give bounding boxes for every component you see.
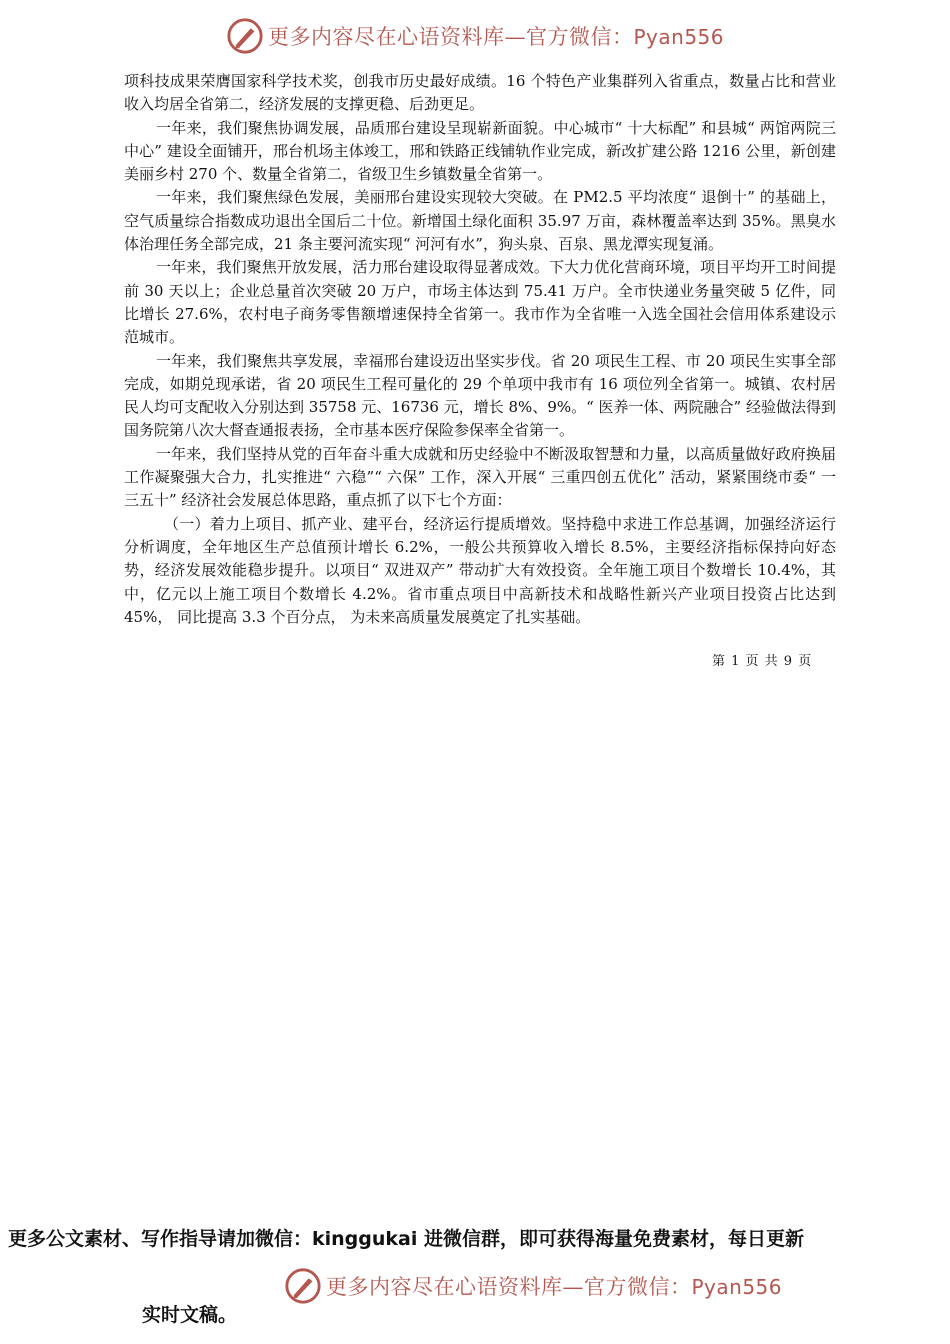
paragraph-7: （一）着力上项目、抓产业、建平台，经济运行提质增效。坚持稳中求进工作总基调，加强经济运行分析调度，全年地区生产总值预计增长 6.2%，一般公共预算收入增长 8.5%，主要经济指标保持向好态势，经济发展效能稳步提升。以项目“ 双进双产” 带动扩大有效投资。全年施工项目个数增长 10.4%，其中，亿元以上施工项目个数增长 4.2%。省市重点项目中高新技术和战略性新兴产业项目投资占比达到 45%， 同比提高 3.3 个百分点， 为未来高质量发展奠定了扎实基础。 — [124, 514, 836, 626]
paragraph-5: 一年来，我们聚焦共享发展，幸福邢台建设迈出坚实步伐。省 20 项民生工程、市 20 项民生实事全部完成，如期兑现承诺，省 20 项民生工程可量化的 29 个单项中我市有 16 项位列全省第一。城镇、农村居民人均可支配收入分别达到 35758 元、16736 元，增长 8%、9%。“ 医养一体、两院融合” 经验做法得到国务院第八次大督查通报表扬，全市基本医疗保险参保率全省第一。 — [124, 351, 836, 440]
footer-promo-line-2: 实时文稿。 — [142, 1304, 238, 1326]
footer-promo-line-1: 更多公文素材、写作指导请加微信：kinggukai 进微信群，即可获得海量免费素材，每日更新 — [8, 1228, 804, 1250]
paragraph-2: 一年来，我们聚焦协调发展，品质邢台建设呈现崭新面貌。中心城市“ 十大标配” 和县城“ 两馆两院三中心” 建设全面铺开，邢台机场主体竣工，邢和铁路正线铺轨作业完成，新改扩建公路 1216 公里，新创建美丽乡村 270 个、数量全省第二，省级卫生乡镇数量全省第一。 — [124, 118, 836, 184]
pen-logo-icon — [284, 1267, 322, 1305]
paragraph-1: 项科技成果荣膺国家科学技术奖，创我市历史最好成绩。16 个特色产业集群列入省重点，数量占比和营业收入均居全省第二，经济发展的支撑更稳、后劲更足。 — [124, 72, 836, 114]
header-logo-text: 更多内容尽在心语资料库—官方微信：Pyan556 — [268, 25, 725, 49]
paragraph-4: 一年来，我们聚焦开放发展，活力邢台建设取得显著成效。下大力优化营商环境，项目平均开工时间提前 30 天以上；企业总量首次突破 20 万户，市场主体达到 75.41 万户。全市快递业务量突破 5 亿件，同比增长 27.6%，农村电子商务零售额增速保持全省第一。我市作为全省唯一入选全国社会信用体系建设示范城市。 — [124, 258, 836, 347]
header-watermark-logo — [226, 16, 724, 56]
footer-watermark-logo — [284, 1266, 782, 1306]
footer-logo-text: 更多内容尽在心语资料库—官方微信：Pyan556 — [326, 1275, 783, 1299]
pen-logo-icon — [226, 17, 264, 55]
paragraph-6: 一年来，我们坚持从党的百年奋斗重大成就和历史经验中不断汲取智慧和力量，以高质量做好政府换届工作凝聚强大合力，扎实推进“ 六稳”“ 六保” 工作，深入开展“ 三重四创五优化” 活动，紧紧围绕市委“ 一三五十” 经济社会发展总体思路，重点抓了以下七个方面： — [124, 444, 836, 510]
document-body — [124, 70, 836, 629]
paragraph-3: 一年来，我们聚焦绿色发展，美丽邢台建设实现较大突破。在 PM2.5 平均浓度“ 退倒十” 的基础上，空气质量综合指数成功退出全国后二十位。新增国土绿化面积 35.97 万亩，森林覆盖率达到 35%。黑臭水体治理任务全部完成，21 条主要河流实现“ 河河有水”，狗头泉、百泉、黑龙潭实现复涌。 — [124, 188, 836, 254]
page-number: 第 1 页 共 9 页 — [712, 654, 813, 669]
